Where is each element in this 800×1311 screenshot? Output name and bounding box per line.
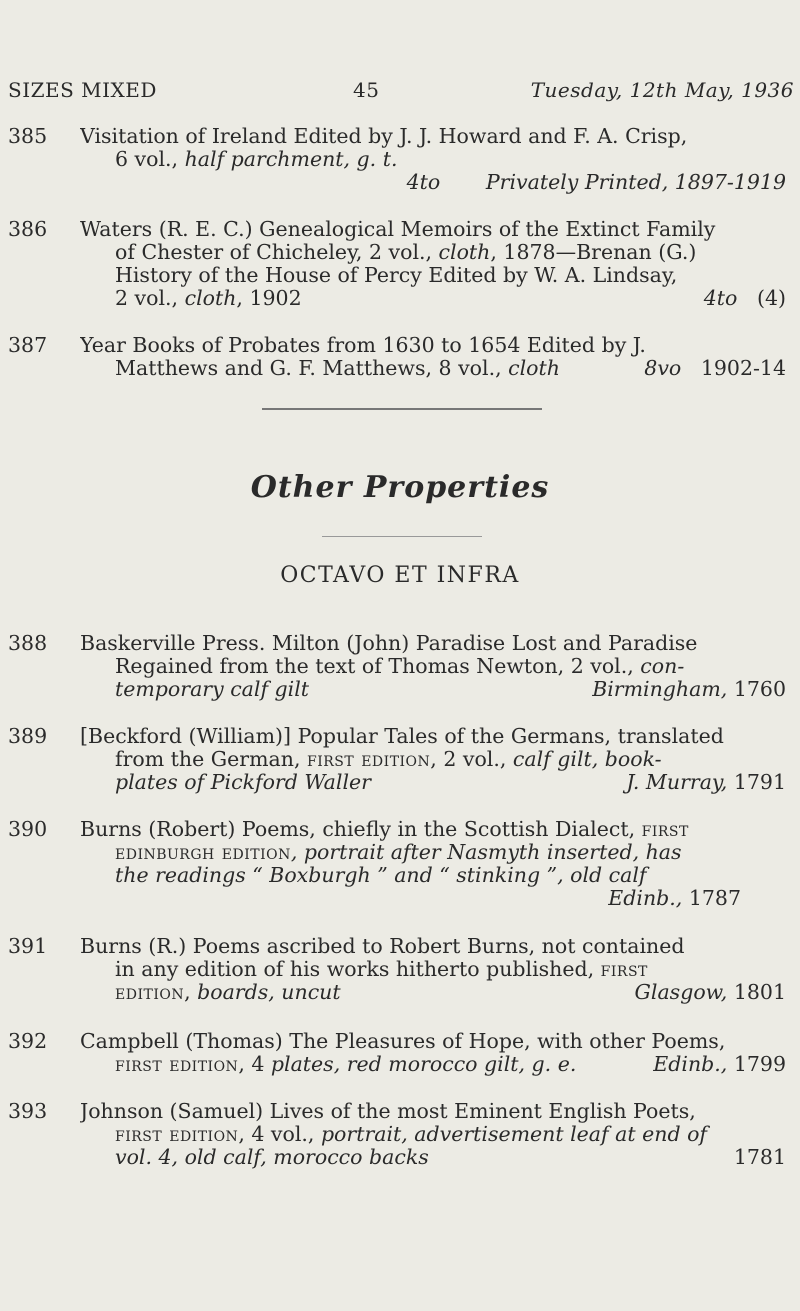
- format-text: 4to: [406, 171, 441, 194]
- lot-line: [80, 771, 786, 794]
- lot-text: Regained from the text of Thomas Newton, 2 vol.,: [115, 655, 641, 678]
- lot-line: Waters (R. E. C.) Genealogical Memoirs of the Extinct Family: [80, 218, 716, 241]
- title-divider: [322, 536, 482, 537]
- lot-line: [Beckford (William)] Popular Tales of the Germans, translated: [80, 725, 724, 748]
- edition-text: first edition: [306, 748, 431, 771]
- edition-text: first edition: [115, 1053, 239, 1076]
- lot-text: from the German,: [115, 748, 307, 771]
- lot-line: [80, 287, 786, 310]
- lot-date: 1801: [733, 981, 786, 1004]
- imprint-text: Birmingham,: [592, 678, 734, 701]
- lot-description: [80, 1030, 786, 1076]
- lot-text: , 4: [238, 1053, 271, 1076]
- imprint-text: Glasgow,: [634, 981, 734, 1004]
- edition-text: edition: [115, 981, 185, 1004]
- format-text: 8vo: [644, 357, 682, 380]
- lot-text: Matthews and G. F. Matthews, 8 vol.,: [115, 357, 509, 380]
- lot-line: [80, 1053, 786, 1076]
- lot-line: Visitation of Ireland Edited by J. J. Howard and F. A. Crisp,: [80, 125, 688, 148]
- lot-line: [80, 887, 786, 910]
- lot-description: [80, 818, 786, 910]
- header-section-label: SIZES MIXED: [8, 78, 157, 102]
- binding-text: temporary calf gilt: [115, 678, 310, 701]
- subsection-title: OCTAVO ET INFRA: [280, 563, 520, 588]
- lot-date: 1902-14: [700, 357, 786, 380]
- lot-line: [80, 748, 786, 771]
- lot-number: 393: [8, 1099, 48, 1123]
- lot-line: [80, 981, 786, 1004]
- lot-line: Campbell (Thomas) The Pleasures of Hope, with other Poems,: [80, 1030, 726, 1053]
- lot-description: [80, 218, 786, 310]
- lot-line: [80, 357, 786, 380]
- page-number: 45: [353, 78, 380, 102]
- lot-date: 1781: [733, 1146, 786, 1169]
- lot-date: 1799: [733, 1053, 786, 1076]
- edition-text: first: [600, 958, 648, 981]
- lot-number: 391: [8, 934, 48, 958]
- lot-count: (4): [756, 287, 786, 310]
- binding-text: cloth: [184, 287, 237, 310]
- imprint-text: Edinb.,: [653, 1053, 734, 1076]
- binding-text: cloth: [438, 241, 491, 264]
- lot-line: [80, 171, 786, 194]
- section-title: Other Properties: [250, 470, 550, 505]
- lot-text: , 1902: [236, 287, 302, 310]
- lot-description: [80, 334, 786, 380]
- imprint-text: Privately Printed, 1897-1919: [485, 171, 786, 194]
- binding-text: boards, uncut: [197, 981, 341, 1004]
- binding-text: cloth: [508, 357, 560, 380]
- lot-line: [80, 841, 786, 864]
- lot-line: [80, 958, 786, 981]
- lot-line: History of the House of Percy Edited by W. A. Lindsay,: [115, 264, 678, 287]
- lot-line: [80, 678, 786, 701]
- lot-line: [80, 1123, 786, 1146]
- section-divider: [262, 408, 542, 410]
- edition-text: first: [641, 818, 689, 841]
- lot-description: [80, 632, 786, 701]
- lot-text: ,: [184, 981, 198, 1004]
- lot-line: [80, 818, 786, 841]
- format-text: 4to: [703, 287, 738, 310]
- edition-text: first edition: [115, 1123, 239, 1146]
- binding-text: calf gilt, book-: [512, 748, 662, 771]
- lot-date: 1760: [733, 678, 786, 701]
- lot-description: [80, 1100, 786, 1169]
- lot-number: 388: [8, 631, 48, 655]
- binding-text: vol. 4, old calf, morocco backs: [115, 1146, 429, 1169]
- binding-text: con-: [640, 655, 685, 678]
- lot-description: [80, 125, 786, 194]
- lot-text: of Chester of Chicheley, 2 vol.,: [115, 241, 439, 264]
- lot-line: [80, 148, 786, 171]
- lot-text: , 2 vol.,: [430, 748, 513, 771]
- lot-date: 1787: [688, 887, 741, 910]
- lot-line: Johnson (Samuel) Lives of the most Eminent English Poets,: [80, 1100, 696, 1123]
- binding-text: half parchment, g. t.: [184, 148, 398, 171]
- edition-text: edinburgh edition: [115, 841, 291, 864]
- lot-line: [80, 241, 786, 264]
- lot-text: 2 vol.,: [115, 287, 185, 310]
- binding-text: plates, red morocco gilt, g. e.: [270, 1053, 577, 1076]
- lot-description: [80, 935, 786, 1004]
- lot-number: 392: [8, 1029, 48, 1053]
- binding-text: plates of Pickford Waller: [115, 771, 371, 794]
- binding-text: the readings “ Boxburgh ” and “ stinking ”, old calf: [115, 864, 647, 887]
- page-header: [0, 78, 800, 108]
- imprint-text: J. Murray,: [626, 771, 734, 794]
- lot-line: Baskerville Press. Milton (John) Paradise Lost and Paradise: [80, 632, 698, 655]
- lot-number: 390: [8, 817, 48, 841]
- lot-description: [80, 725, 786, 794]
- lot-text: 6 vol.,: [115, 148, 185, 171]
- binding-text: , portrait after Nasmyth inserted, has: [290, 841, 682, 864]
- lot-number: 387: [8, 333, 48, 357]
- lot-line: Year Books of Probates from 1630 to 1654 Edited by J.: [80, 334, 646, 357]
- lot-line: [80, 1146, 786, 1169]
- binding-text: portrait, advertisement leaf at end of: [320, 1123, 708, 1146]
- lot-line: [80, 864, 786, 887]
- lot-date: 1791: [733, 771, 786, 794]
- imprint-text: Edinb.,: [608, 887, 689, 910]
- lot-text: Burns (Robert) Poems, chiefly in the Scottish Dialect,: [80, 818, 642, 841]
- lot-line: [80, 655, 786, 678]
- lot-text: , 1878—Brenan (G.): [490, 241, 697, 264]
- lot-number: 386: [8, 217, 48, 241]
- lot-number: 389: [8, 724, 48, 748]
- lot-text: in any edition of his works hitherto published,: [115, 958, 601, 981]
- lot-number: 385: [8, 124, 48, 148]
- lot-line: Burns (R.) Poems ascribed to Robert Burns, not contained: [80, 935, 685, 958]
- sale-date: Tuesday, 12th May, 1936: [530, 78, 794, 102]
- lot-text: , 4 vol.,: [238, 1123, 321, 1146]
